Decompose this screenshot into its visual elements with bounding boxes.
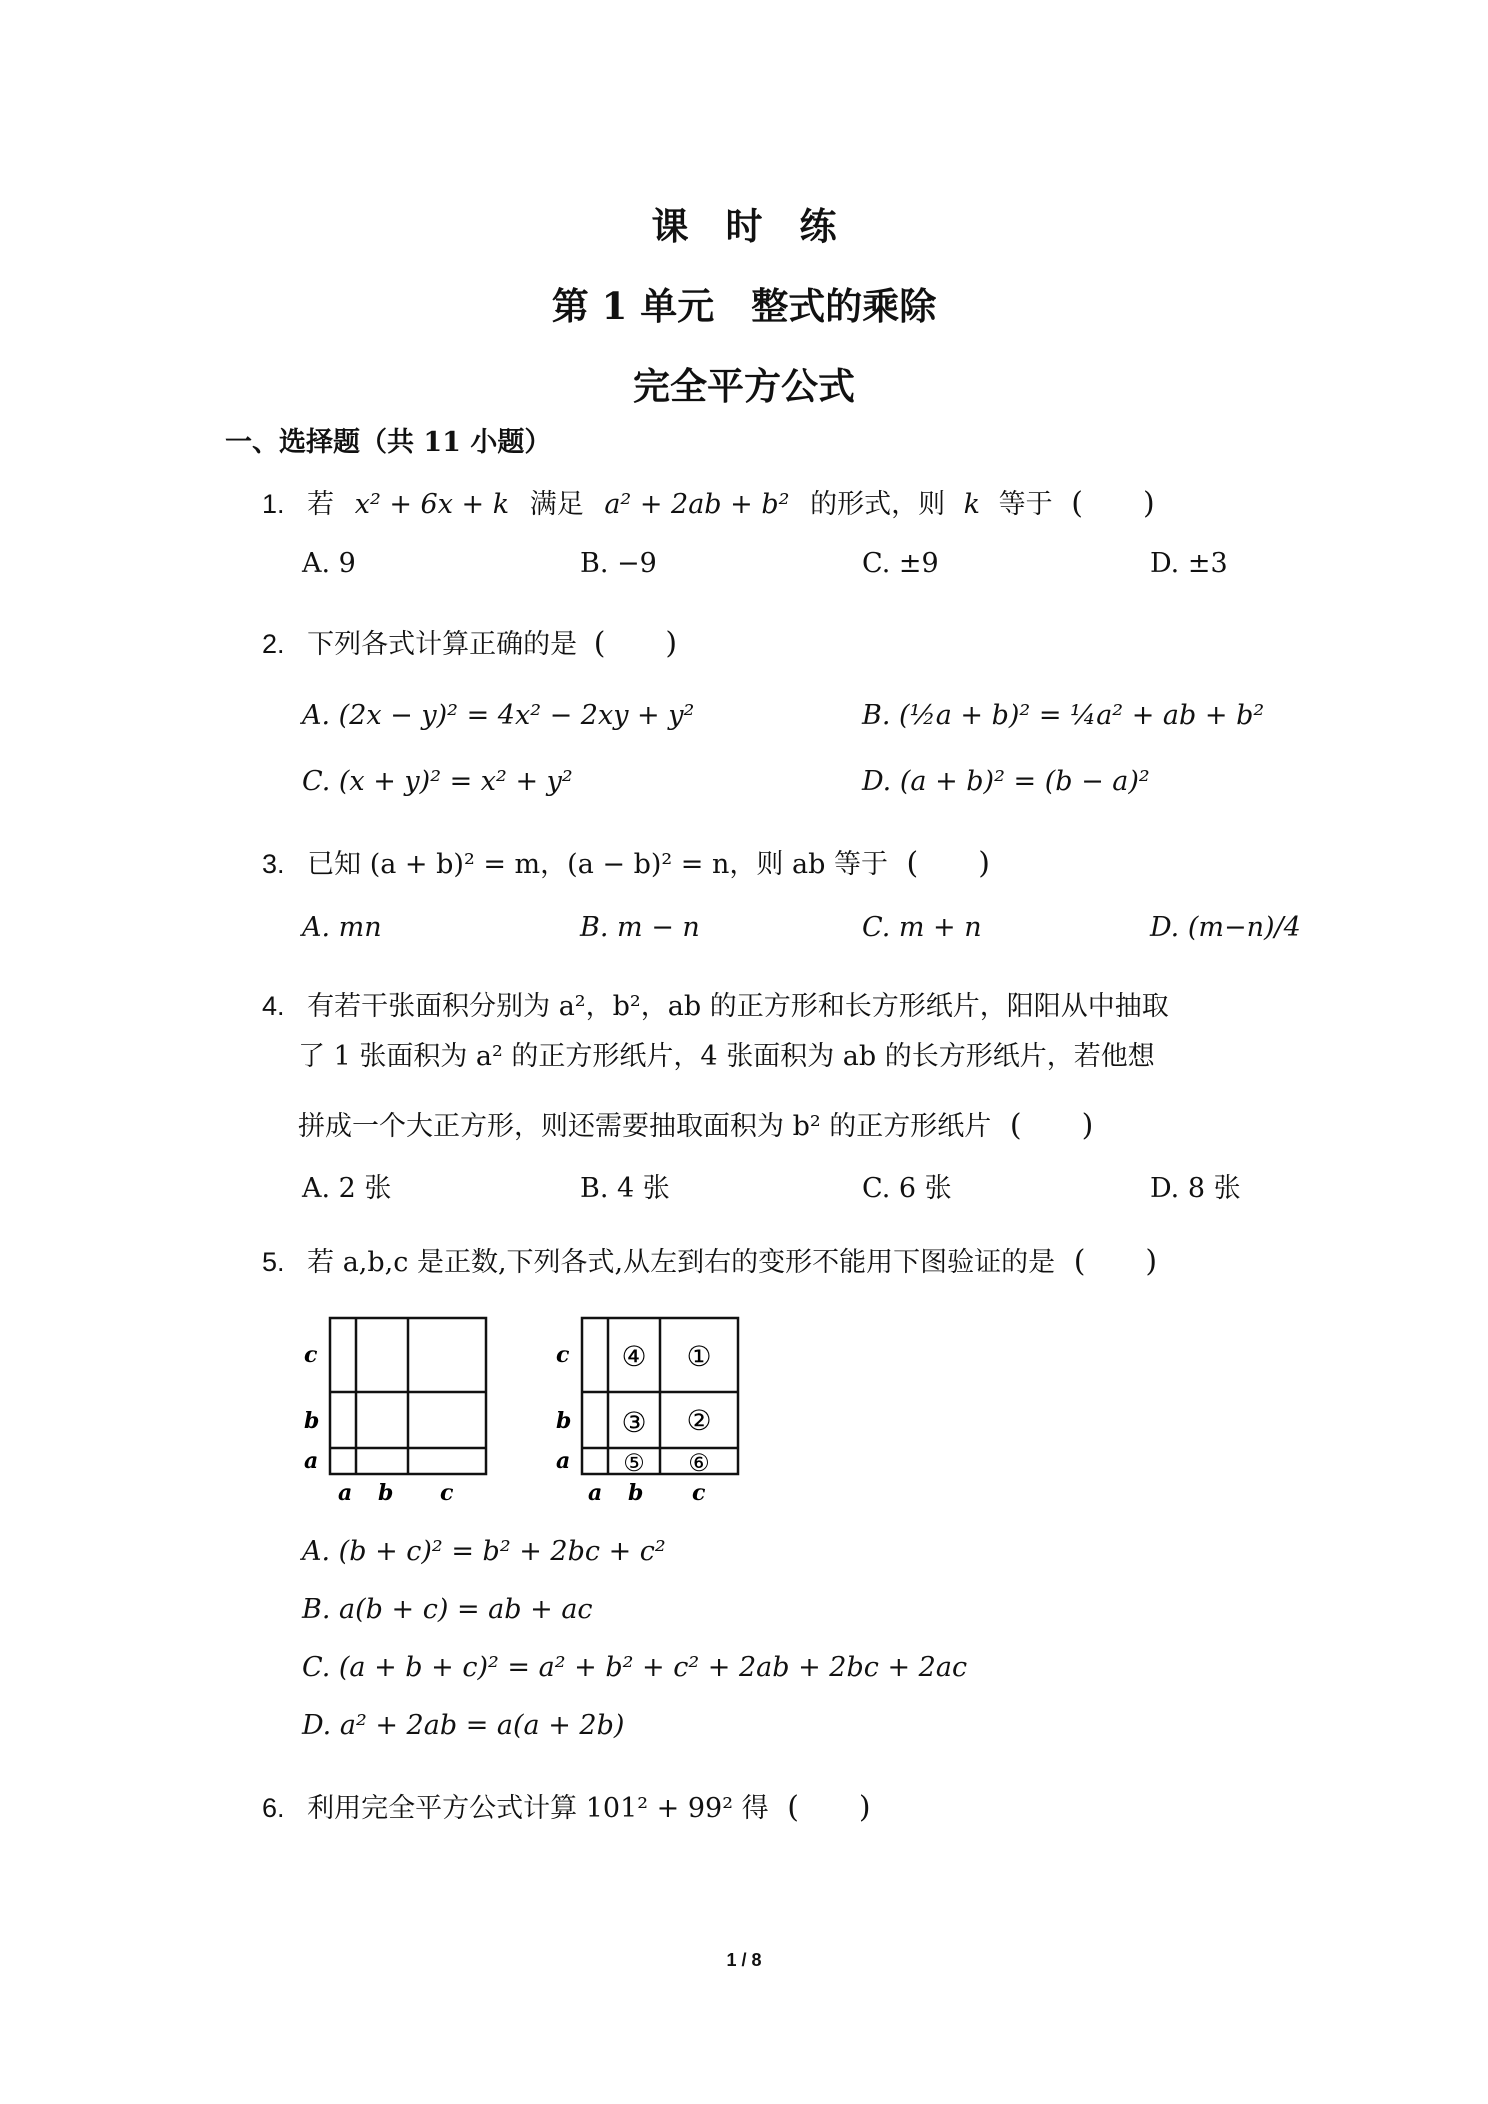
label-c-bottom: c <box>440 1480 454 1506</box>
question-number: 5. <box>262 1247 285 1277</box>
option-b: B. (½a + b)² = ¼a² + ab + b² <box>862 700 1265 731</box>
option-c: C. ±9 <box>862 548 939 579</box>
option-b: B. −9 <box>580 548 657 579</box>
cell-number-1: ① <box>686 1340 712 1373</box>
cell-number-4: ④ <box>621 1340 647 1373</box>
math-variable: k <box>963 489 981 520</box>
question-4-line2: 了 1 张面积为 a² 的正方形纸片，4 张面积为 ab 的长方形纸片，若他想 <box>298 1041 1155 1072</box>
square-division-figure <box>296 1310 756 1510</box>
cell-number-2: ② <box>686 1404 712 1437</box>
option-c: C. (x + y)² = x² + y² <box>302 766 573 797</box>
section-heading: 一、选择题（共 11 小题） <box>225 427 552 458</box>
question-5: 5. 若 a,b,c 是正数,下列各式,从左到右的变形不能用下图验证的是 ( ) <box>262 1244 1158 1279</box>
label-a-left: a <box>304 1448 319 1474</box>
option-b: B. a(b + c) = ab + ac <box>302 1594 593 1625</box>
option-b: B. m − n <box>580 912 700 943</box>
label-a-bottom: a <box>338 1480 353 1506</box>
right-grid <box>582 1318 738 1474</box>
label-b-left: b <box>556 1408 572 1434</box>
page-number: 1 / 8 <box>726 1950 762 1970</box>
cell-number-5: ⑤ <box>623 1449 645 1477</box>
question-number: 2. <box>262 629 285 659</box>
option-a: A. mn <box>302 912 382 943</box>
question-4-line3: 拼成一个大正方形，则还需要抽取面积为 b² 的正方形纸片 ( ) <box>298 1108 1094 1143</box>
question-number: 6. <box>262 1793 285 1823</box>
math-expression: x² + 6x + k <box>354 489 510 520</box>
answer-blank: ( ) <box>1073 1244 1158 1279</box>
option-d: D. ±3 <box>1150 548 1228 579</box>
answer-blank: ( ) <box>906 846 990 881</box>
question-3: 3. 已知 (a + b)² = m，(a − b)² = n，则 ab 等于 ( ) <box>262 846 990 881</box>
left-grid <box>330 1318 486 1474</box>
question-number: 4. <box>262 991 285 1021</box>
answer-blank: ( ) <box>1071 486 1155 521</box>
option-b: B. 4 张 <box>580 1173 670 1204</box>
question-2: 2. 下列各式计算正确的是 ( ) <box>262 626 678 661</box>
topic-title: 完全平方公式 <box>633 364 855 408</box>
question-6: 6. 利用完全平方公式计算 101² + 99² 得 ( ) <box>262 1790 871 1825</box>
label-a-bottom: a <box>588 1480 603 1506</box>
answer-blank: ( ) <box>787 1790 871 1825</box>
unit-title: 第 1 单元 整式的乘除 <box>551 284 937 328</box>
option-c: C. 6 张 <box>862 1173 952 1204</box>
answer-blank: ( ) <box>1009 1108 1094 1143</box>
answer-blank: ( ) <box>593 626 678 661</box>
option-a: A. 9 <box>302 548 356 579</box>
question-4: 4. 有若干张面积分别为 a²，b²，ab 的正方形和长方形纸片，阳阳从中抽取 <box>262 991 1169 1022</box>
option-c: C. m + n <box>862 912 982 943</box>
option-d: D. a² + 2ab = a(a + 2b) <box>302 1710 625 1741</box>
label-b-bottom: b <box>378 1480 394 1506</box>
option-d: D. (m−n)/4 <box>1150 912 1301 943</box>
label-b-left: b <box>304 1408 320 1434</box>
cell-number-3: ③ <box>621 1406 647 1439</box>
label-c-left: c <box>304 1342 318 1368</box>
option-d: D. 8 张 <box>1150 1173 1241 1204</box>
question-number: 3. <box>262 849 285 879</box>
question-1: 1. 若 x² + 6x + k 满足 a² + 2ab + b² 的形式，则 k 等于 ( ) <box>262 486 1155 521</box>
label-c-bottom: c <box>692 1480 706 1506</box>
label-a-left: a <box>556 1448 571 1474</box>
option-d: D. (a + b)² = (b − a)² <box>862 766 1150 797</box>
option-c: C. (a + b + c)² = a² + b² + c² + 2ab + 2bc + 2ac <box>302 1652 968 1683</box>
math-expression: a² + 2ab + b² <box>604 489 790 520</box>
option-a: A. 2 张 <box>302 1173 392 1204</box>
label-c-left: c <box>556 1342 570 1368</box>
label-b-bottom: b <box>628 1480 644 1506</box>
option-a: A. (b + c)² = b² + 2bc + c² <box>302 1536 666 1567</box>
option-a: A. (2x − y)² = 4x² − 2xy + y² <box>302 700 695 731</box>
cell-number-6: ⑥ <box>688 1449 710 1477</box>
page-title: 课 时 练 <box>651 204 837 248</box>
question-number: 1. <box>262 489 285 519</box>
